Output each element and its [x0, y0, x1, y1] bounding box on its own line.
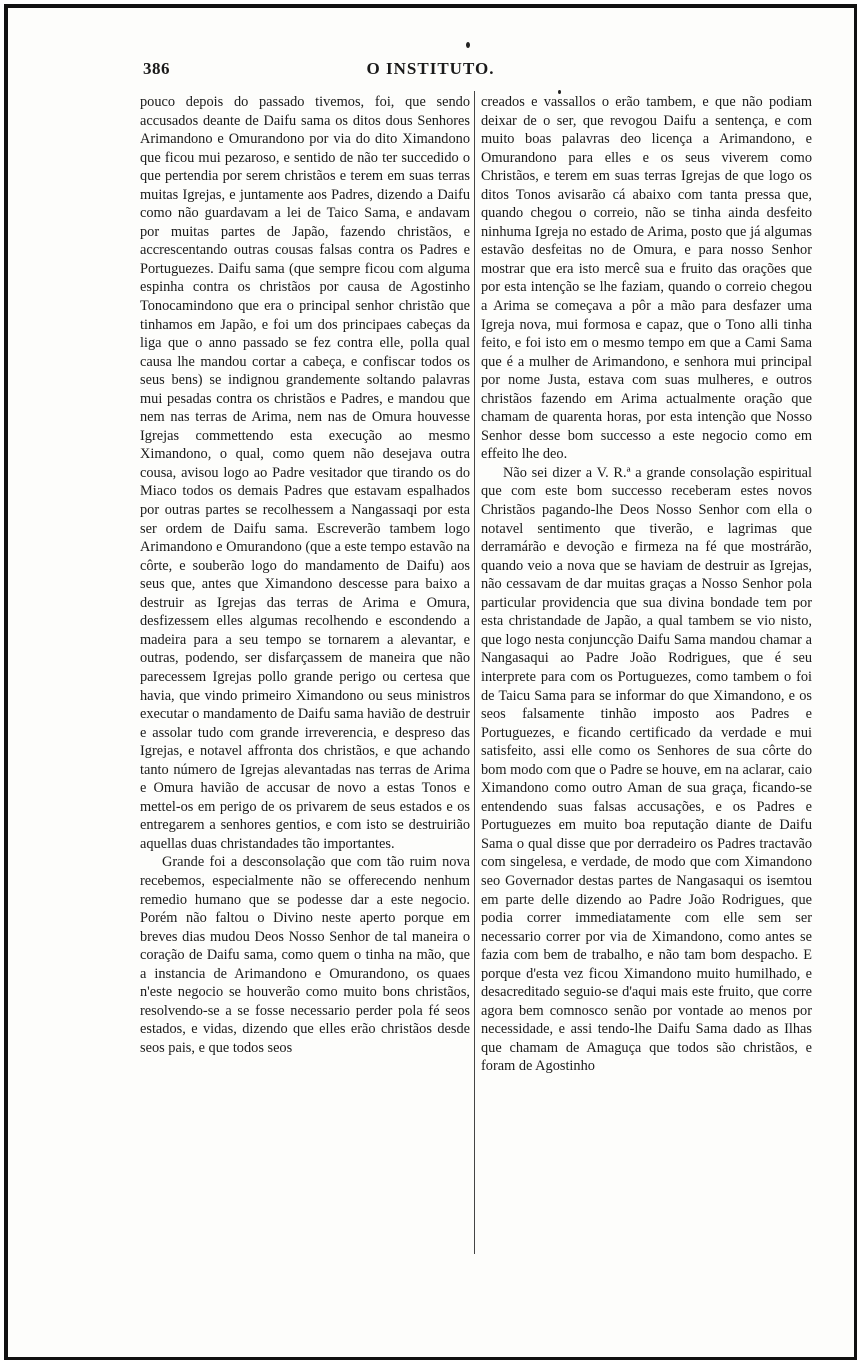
ink-speck: [466, 42, 470, 48]
right-column: [481, 93, 812, 1076]
left-column: [140, 93, 470, 1057]
paragraph: creados e vassallos o erão tambem, e que não podiam deixar de o ser, que revogou Daifu a sentença, e com muito boas palavras deo licença a Arimandono, e Omurandono para elles e os seus viverem como Christãos, e terem em suas terras Igrejas de que logo os ditos Tonos avisarão cá abaixo com tanta pressa que, quando chegou o correio, não se tinha ainda desfeito ninhuma Igreja no estado de Arima, posto que já algumas estavão desfeitas no de Omura, e para nosso Senhor mostrar que era isto mercê sua e fruito das orações que por esta intenção se lhe faziam, quando o correio chegou a Arima se começava a pôr a mão para desfazer uma Igreja nova, mui formosa e capaz, que o Tono alli tinha feito, e foi isto em o mesmo tempo em que a Cami Sama que é a mulher de Arimandono, e senhora mui principal por nome Justa, estava com suas mulheres, e outros christãos fazendo em Arima actualmente oração que chamam de quarenta horas, por esta intenção que Nosso Senhor desse bom successo a este negocio como em effeito lhe deo.: [481, 94, 812, 463]
paragraph: Não sei dizer a V. R.ª a grande consolação espiritual que com este bom successo receberam estes novos Christãos pagando-lhe Deos Nosso Senhor com ella o notavel sentimento que tiverão, e lagrimas que derramárão e devoção e firmeza na fé que mostrárão, quando veio a nova que se haviam de destruir as Igrejas, não cessavam de dar muitas graças a Nosso Senhor pola particular providencia que sua divina bondade tem por esta christandade de Japão, a qual tambem se vio nisto, que logo nesta conjuncção Daifu Sama mandou chamar a Nangasaqui ao Padre João Rodrigues, que é seu interprete para com os Portuguezes, como tambem o foi de Taicu Sama para se informar do que Ximandono, e os seos falsamente tinhão imposto aos Padres e Portuguezes, e ficando certificado da verdade e mui satisfeito, assi elle como os Senhores de sua côrte do bom modo com que o Padre se houve, em na aclarar, caio Ximandono como outro Aman de sua graça, ficando-se entendendo suas falsas accusações, e os Padres e Portuguezes em muito boa reputação diante de Daifu Sama o qual disse que por derradeiro os Padres tractavão com singelesa, e verdade, de modo que com Ximandono seo Governador destas partes de Nangasaqui os isemtou em parte delle dizendo ao Padre João Rodrigues, que podia correr immediatamente com elle sem ser necessario correr por via de Ximandono, como antes se fazia com bem de trabalho, e não tam bom despacho. E porque d'esta vez ficou Ximandono muito humilhado, e desacreditado seguio-se d'aqui mais este fruito, que corre agora bem comnosco senão por vontade ao menos por necessidade, e assi tendo-lhe Daifu Sama dado as Ilhas que chamam de Amaguça que todos são christãos, e foram de Agostinho: [481, 464, 812, 1075]
paragraph: Grande foi a desconsolação que com tão ruim nova recebemos, especialmente não se offerecendo nenhum remedio humano que se podesse dar a este negocio. Porém não faltou o Divino neste aperto porque em breves dias mudou Deos Nosso Senhor de tal maneira o coração de Daifu sama, como quem o tinha na mão, que a instancia de Arimandono e Omurandono, os quaes n'este negocio se houverão como muito bons christãos, resolvendo-se a se fosse necessario perder pola fé seos estados, e vidas, dizendo que elles erão christãos desde seos pais, e que todos seos: [140, 854, 470, 1056]
page-number: 386: [143, 59, 170, 78]
paragraph: pouco depois do passado tivemos, foi, que sendo accusados deante de Daifu sama os ditos dous Senhores Arimandono e Omurandono por via do dito Ximandono que ficou mui pezaroso, e sentido de não ter succedido o que pertendia por serem christãos e terem em suas terras muitas Igrejas, e juntamente aos Padres, dizendo a Daifu como não guardavam a lei de Taico Sama, e andavam por muitas partes de Japão, fazendo christãos, e accrescentando outras cousas falsas contra os Padres e Portuguezes. Daifu sama (que sempre ficou com alguma espinha contra os christãos por causa de Agostinho Tonocamindono que era o principal senhor christão que tinhamos em Japão, e foi um dos principaes cabeças da liga que o anno passado se fez contra elle, polla qual causa lhe mandou cortar a cabeça, e confiscar todos os seus bens) se indignou grandemente soltando palavras mui pesadas contra os christãos e Padres, e mandou que nem nas terras de Arima, nem nas de Omura houvesse Igrejas commettendo esta execução ao mesmo Ximandono, o qual, como quem não desejava outra cousa, avisou logo ao Padre vesitador que tirando os do Miaco todos os demais Padres que estavam espalhados por outras partes se recolhessem a Nangassaqi por esta ser ordem de Daifu sama. Escreverão tambem logo Arimandono e Omurandono (que a este tempo estavão na côrte, e souberão logo do mandamento de Daifu) aos seus que, antes que Ximandono descesse para baixo a destruir as Igrejas das terras de Arima e Omura, desfizessem elles algumas recolhendo e escondendo a madeira para a seu tempo se tornarem a alevantar, e outras, podendo, ser disfarçassem de maneira que não parecessem Igrejas pollo grande perigo ou certesa que havia, que vindo primeiro Ximandono ou seus ministros executar o mandamento de Daifu sama havião de destruir e assolar tudo com grande irreverencia, e despreso das Igrejas, e notavel affronta dos christãos, e que achando tanto número de Igrejas alevantadas nas terras de Arima e Omura havião de accusar de novo a estas Tonos e mettel-os em perigo de os privarem de seus estados e os entregarem a senhores gentios, e com isto se destruirião aquellas duas christandades tão importantes.: [140, 94, 470, 852]
running-title: O INSTITUTO.: [366, 59, 495, 78]
column-divider: [474, 91, 475, 1254]
